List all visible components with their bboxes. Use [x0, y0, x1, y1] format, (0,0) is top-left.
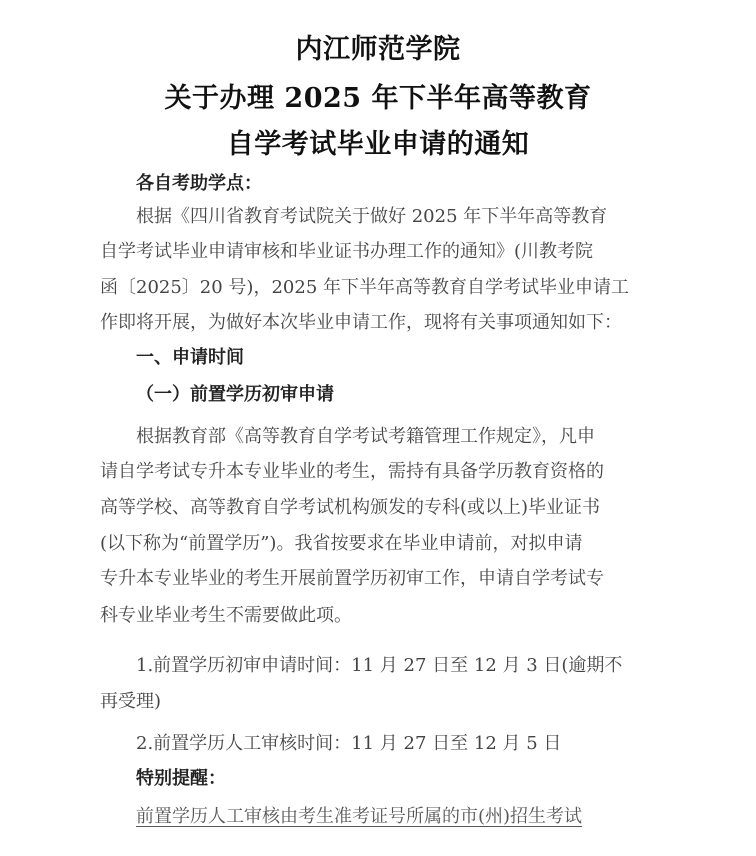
- intro-line-3: 函〔2025〕20 号)，2025 年下半年高等教育自学考试毕业申请工: [100, 277, 629, 298]
- item-2-line: 2.前置学历人工审核时间：11 月 27 日至 12 月 5 日: [136, 733, 562, 754]
- item-1-line-1: 1.前置学历初审申请时间：11 月 27 日至 12 月 3 日(逾期不: [136, 655, 623, 676]
- paragraph-line-5: 专升本专业毕业的考生开展前置学历初审工作，申请自学考试专: [100, 568, 604, 589]
- document-title-line-3: 自学考试毕业申请的通知: [226, 129, 530, 160]
- intro-line-1: 根据《四川省教育考试院关于做好 2025 年下半年高等教育: [136, 206, 608, 227]
- special-reminder-heading: 特别提醒：: [136, 768, 226, 789]
- document-title-line-2: 关于办理 2025 年下半年高等教育: [164, 83, 592, 114]
- special-reminder-text: 前置学历人工审核由考生准考证号所属的市(州)招生考试: [136, 806, 583, 827]
- intro-line-4: 作即将开展，为做好本次毕业申请工作，现将有关事项通知如下：: [100, 312, 622, 333]
- subsection-heading-prior-education: （一）前置学历初审申请: [136, 384, 334, 405]
- salutation: 各自考助学点：: [136, 173, 262, 194]
- paragraph-line-6: 科专业毕业考生不需要做此项。: [100, 605, 352, 626]
- paragraph-line-2: 请自学考试专升本专业毕业的考生，需持有具备学历教育资格的: [100, 461, 604, 482]
- section-heading-application-time: 一、申请时间: [136, 347, 244, 368]
- item-1-line-2: 再受理): [100, 691, 162, 712]
- paragraph-line-4: (以下称为“前置学历”)。我省按要求在毕业申请前，对拟申请: [100, 533, 583, 554]
- intro-line-2: 自学考试毕业申请审核和毕业证书办理工作的通知》(川教考院: [100, 241, 594, 262]
- document-title-line-1: 内江师范学院: [295, 34, 461, 65]
- paragraph-line-1: 根据教育部《高等教育自学考试考籍管理工作规定》，凡申: [136, 426, 595, 447]
- paragraph-line-3: 高等学校、高等教育自学考试机构颁发的专科(或以上)毕业证书: [100, 497, 601, 518]
